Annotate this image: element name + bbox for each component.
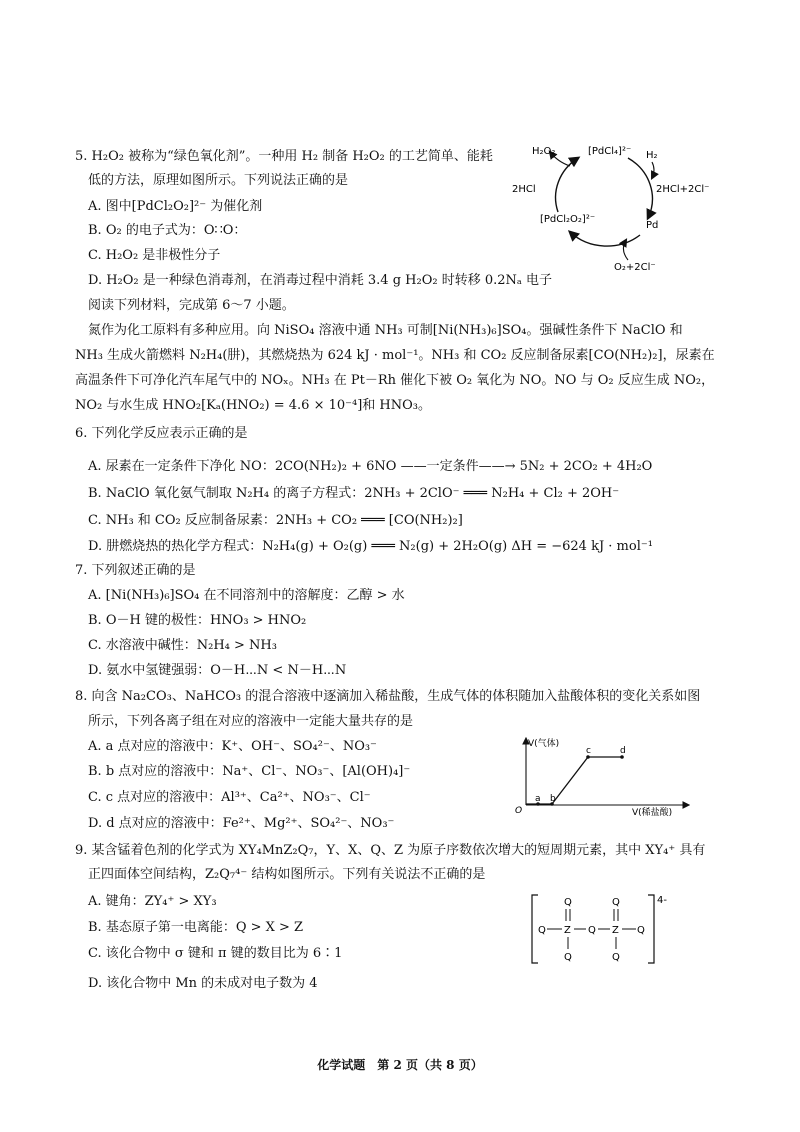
q5-option-b: B. O₂ 的电子式为：O∷O： — [88, 223, 247, 238]
reading-intro: 阅读下列材料，完成第 6～7 小题。 — [88, 298, 295, 313]
q8-stem-line2: 所示，下列各离子组在对应的溶液中一定能大量共存的是 — [88, 714, 414, 729]
q9-option-b: B. 基态原子第一电离能：Q > X > Z — [88, 920, 304, 935]
q7-option-d: D. 氨水中氢键强弱：O－H⋯N < N－H⋯N — [88, 663, 347, 678]
charge-label: 4- — [657, 895, 667, 906]
label-2hcl-2cl: 2HCl+2Cl⁻ — [656, 184, 710, 195]
q6-option-d: D. 肼燃烧热的热化学方程式：N₂H₄(g) + O₂(g) ═══ N₂(g) + 2H₂O(g) ΔH = −624 kJ · mol⁻¹ — [88, 539, 653, 554]
q6-stem: 6. 下列化学反应表示正确的是 — [75, 426, 248, 441]
q8-stem-line1: 8. 向含 Na₂CO₃、NaHCO₃ 的混合溶液中逐滴加入稀盐酸，生成气体的体积随加入盐酸体积的变化关系如图 — [75, 689, 701, 704]
q6-option-a: A. 尿素在一定条件下净化 NO：2CO(NH₂)₂ + 6NO ——一定条件——→ 5N₂ + 2CO₂ + 4H₂O — [88, 459, 653, 474]
reading-paragraph-line2: NH₃ 生成火箭燃料 N₂H₄(肼)，其燃烧热为 624 kJ · mol⁻¹。NH₃ 和 CO₂ 反应制备尿素[CO(NH₂)₂]，尿素在 — [75, 348, 715, 363]
q6-option-b: B. NaClO 氧化氨气制取 N₂H₄ 的离子方程式：2NH₃ + 2ClO⁻ ═══ N₂H₄ + Cl₂ + 2OH⁻ — [88, 486, 620, 501]
label-pdcl2o2: [PdCl₂O₂]²⁻ — [540, 214, 596, 225]
graph-label-d: d — [620, 746, 626, 756]
reading-paragraph-line1: 氮作为化工原料有多种应用。向 NiSO₄ 溶液中通 NH₃ 可制[Ni(NH₃)₆]SO₄。强碱性条件下 NaClO 和 — [88, 323, 683, 338]
q5-stem-line2: 低的方法，原理如图所示。下列说法正确的是 — [88, 173, 349, 188]
label-pdcl4: [PdCl₄]²⁻ — [588, 146, 632, 157]
q9-stem-line1: 9. 某含锰着色剂的化学式为 XY₄MnZ₂Q₇，Y、X、Q、Z 为原子序数依次增大的短周期元素，其中 XY₄⁺ 具有 — [75, 843, 706, 858]
q9-option-d: D. 该化合物中 Mn 的未成对电子数为 4 — [88, 976, 318, 991]
atom-q-top-left: Q — [564, 897, 572, 908]
q9-stem-line2: 正四面体空间结构，Z₂Q₇⁴⁻ 结构如图所示。下列有关说法不正确的是 — [88, 867, 486, 882]
label-o2-2cl: O₂+2Cl⁻ — [614, 262, 656, 273]
curve-segment-rise — [552, 757, 588, 804]
atom-q-far-right: Q — [637, 925, 645, 936]
q7-option-a: A. [Ni(NH₃)₆]SO₄ 在不同溶剂中的溶解度：乙醇 > 水 — [88, 588, 405, 603]
cycle-arc-left — [556, 158, 578, 212]
q8-gas-volume-graph — [512, 735, 692, 817]
graph-x-label: V(稀盐酸) — [632, 808, 673, 817]
q5-option-d: D. H₂O₂ 是一种绿色消毒剂，在消毒过程中消耗 3.4 g H₂O₂ 时转移 0.2Nₐ 电子 — [88, 273, 553, 288]
q5-stem-line1: 5. H₂O₂ 被称为“绿色氧化剂”。一种用 H₂ 制备 H₂O₂ 的工艺简单、能耗 — [75, 149, 493, 164]
graph-y-label: V(气体) — [528, 739, 560, 749]
graph-label-a: a — [535, 794, 541, 804]
label-h2o2: H₂O₂ — [532, 146, 556, 157]
q5-option-c: C. H₂O₂ 是非极性分子 — [88, 248, 221, 263]
graph-label-b: b — [550, 794, 556, 804]
atom-q-bridge: Q — [588, 925, 596, 936]
q9-structure-diagram — [530, 893, 680, 965]
atom-q-bottom-right: Q — [612, 952, 620, 963]
atom-q-bottom-left: Q — [564, 952, 572, 963]
q5-option-a: A. 图中[PdCl₂O₂]²⁻ 为催化剂 — [88, 199, 263, 214]
q8-option-c: C. c 点对应的溶液中：Al³⁺、Ca²⁺、NO₃⁻、Cl⁻ — [88, 790, 371, 805]
q9-option-a: A. 键角：ZY₄⁺ > XY₃ — [88, 894, 217, 909]
cycle-arc-top-right — [628, 158, 652, 218]
atom-q-far-left: Q — [538, 925, 546, 936]
q8-option-d: D. d 点对应的溶液中：Fe²⁺、Mg²⁺、SO₄²⁻、NO₃⁻ — [88, 816, 395, 831]
graph-origin: O — [515, 806, 523, 816]
atom-z-left: Z — [564, 925, 571, 936]
q6-option-c: C. NH₃ 和 CO₂ 反应制备尿素：2NH₃ + CO₂ ═══ [CO(NH₂)₂] — [88, 513, 463, 528]
q9-option-c: C. 该化合物中 σ 键和 π 键的数目比为 6∶1 — [88, 946, 343, 961]
label-2hcl: 2HCl — [512, 184, 536, 195]
graph-label-c: c — [586, 746, 591, 756]
reading-paragraph-line3: 高温条件下可净化汽车尾气中的 NOₓ。NH₃ 在 Pt－Rh 催化下被 O₂ 氧化为 NO。NO 与 O₂ 反应生成 NO₂， — [75, 373, 715, 388]
label-pd: Pd — [646, 220, 659, 231]
cycle-arc-bottom — [570, 232, 640, 246]
q7-stem: 7. 下列叙述正确的是 — [75, 563, 196, 578]
q8-option-a: A. a 点对应的溶液中：K⁺、OH⁻、SO₄²⁻、NO₃⁻ — [88, 739, 377, 754]
page-footer: 化学试题 第 2 页（共 8 页） — [317, 1058, 483, 1072]
q5-cycle-diagram — [510, 140, 710, 275]
h2-input-arrow — [652, 162, 654, 178]
q7-option-c: C. 水溶液中碱性：N₂H₄ > NH₃ — [88, 638, 277, 653]
right-bracket — [648, 895, 654, 963]
q7-option-b: B. O－H 键的极性：HNO₃ > HNO₂ — [88, 613, 307, 628]
reading-paragraph-line4: NO₂ 与水生成 HNO₂[Kₐ(HNO₂) = 4.6 × 10⁻⁴]和 HNO₃。 — [75, 398, 432, 413]
label-h2: H₂ — [646, 150, 658, 161]
atom-z-right: Z — [612, 925, 619, 936]
atom-q-top-right: Q — [612, 897, 620, 908]
q8-option-b: B. b 点对应的溶液中：Na⁺、Cl⁻、NO₃⁻、[Al(OH)₄]⁻ — [88, 764, 411, 779]
